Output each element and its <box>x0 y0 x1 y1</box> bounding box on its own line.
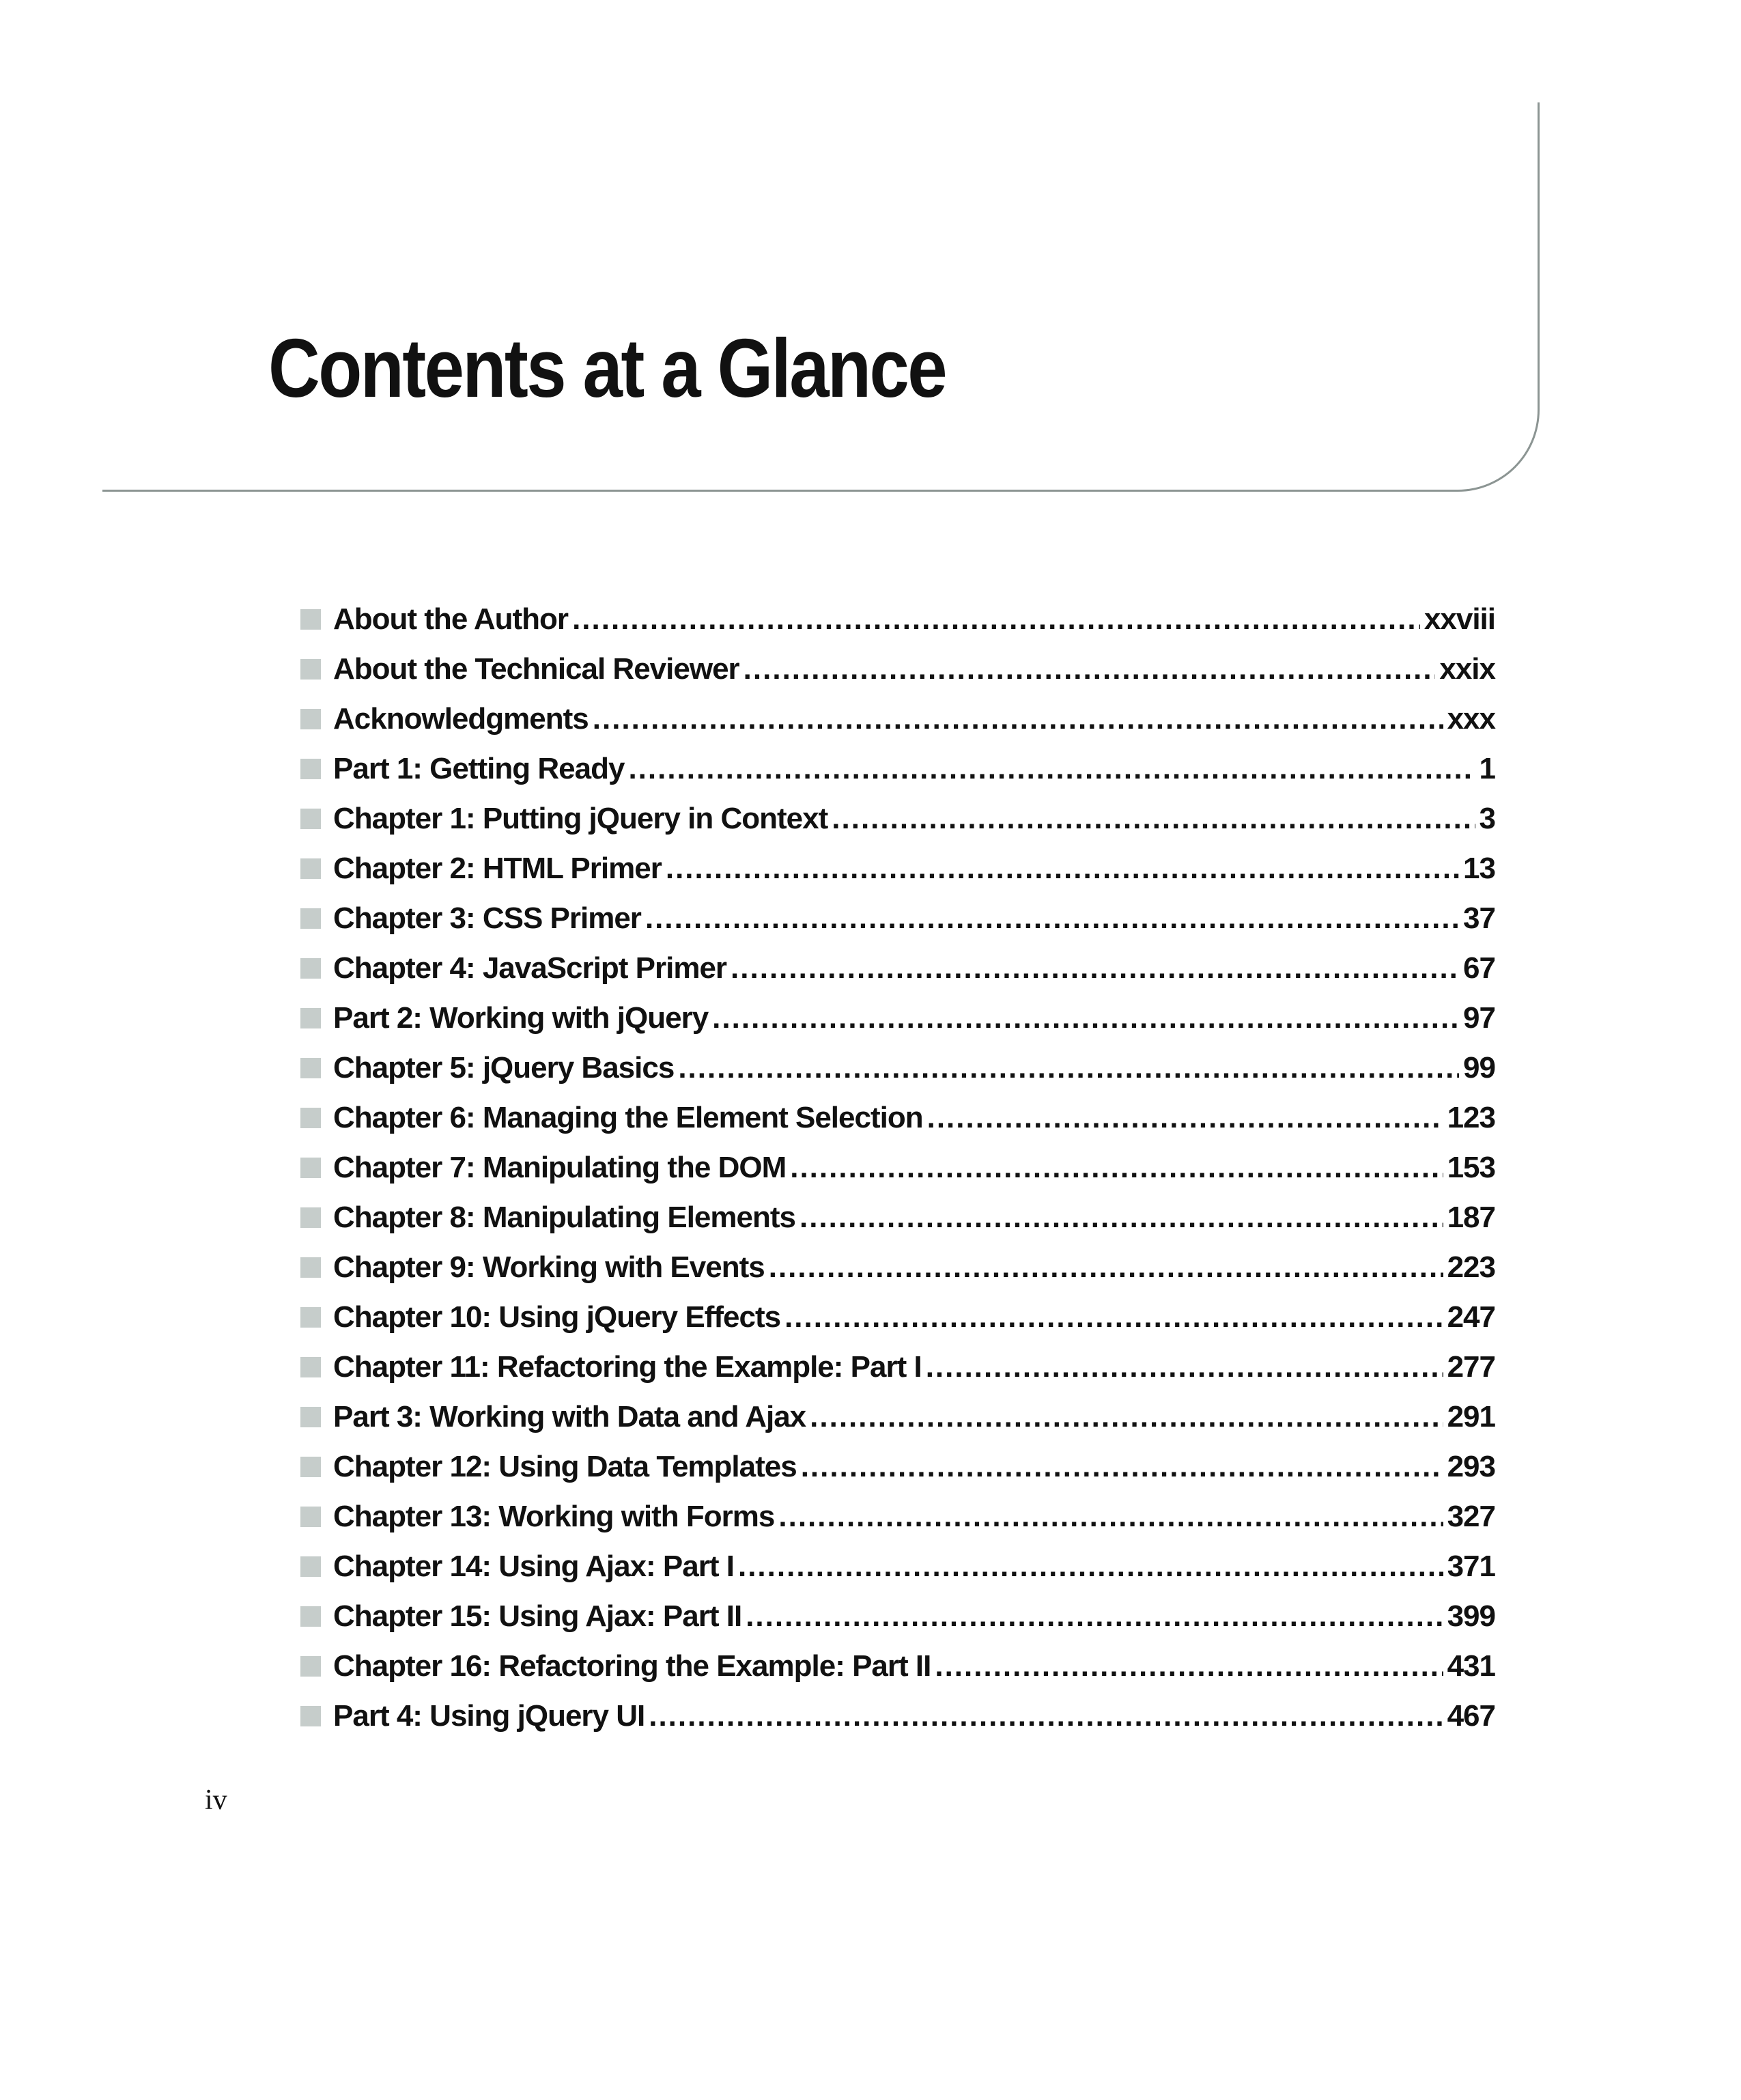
toc-page-number: 327 <box>1447 1500 1495 1533</box>
toc-page-number: 187 <box>1447 1201 1495 1234</box>
dot-leader <box>926 1342 1443 1392</box>
toc-page-number: 13 <box>1463 852 1495 885</box>
toc-entry[interactable] <box>300 893 1495 943</box>
toc-entry-title: Chapter 13: Working with Forms <box>333 1500 775 1533</box>
toc-entry-title: Part 1: Getting Ready <box>333 752 625 785</box>
square-bullet-icon <box>300 1108 321 1128</box>
toc-entry-title: Chapter 1: Putting jQuery in Context <box>333 802 828 835</box>
toc-entry[interactable] <box>300 1541 1495 1591</box>
square-bullet-icon <box>300 1207 321 1228</box>
toc-page-number: 97 <box>1463 1001 1495 1035</box>
square-bullet-icon <box>300 1457 321 1477</box>
toc-entry-title: Chapter 5: jQuery Basics <box>333 1051 675 1084</box>
toc-entry-title: Chapter 6: Managing the Element Selection <box>333 1101 923 1134</box>
toc-entry[interactable] <box>300 1392 1495 1442</box>
header-frame <box>102 102 1540 492</box>
square-bullet-icon <box>300 1058 321 1078</box>
square-bullet-icon <box>300 659 321 680</box>
dot-leader <box>832 794 1475 843</box>
dot-leader <box>628 744 1475 794</box>
toc-entry[interactable] <box>300 843 1495 893</box>
toc-entry[interactable] <box>300 1292 1495 1342</box>
toc-page-number: 37 <box>1463 901 1495 935</box>
dot-leader <box>645 893 1459 943</box>
square-bullet-icon <box>300 858 321 879</box>
toc-entry-title: Chapter 14: Using Ajax: Part I <box>333 1550 734 1583</box>
toc-entry-title: Chapter 16: Refactoring the Example: Part II <box>333 1649 931 1683</box>
square-bullet-icon <box>300 609 321 630</box>
square-bullet-icon <box>300 1556 321 1577</box>
toc-entry-title: Chapter 3: CSS Primer <box>333 901 641 935</box>
dot-leader <box>649 1691 1443 1741</box>
toc-entry-title: Part 3: Working with Data and Ajax <box>333 1400 806 1433</box>
toc-entry[interactable] <box>300 1192 1495 1242</box>
toc-entry[interactable] <box>300 594 1495 644</box>
toc-entry[interactable] <box>300 1492 1495 1541</box>
square-bullet-icon <box>300 1008 321 1028</box>
toc-entry[interactable] <box>300 1143 1495 1192</box>
square-bullet-icon <box>300 1357 321 1377</box>
toc-entry[interactable] <box>300 1641 1495 1691</box>
toc-entry-title: Chapter 10: Using jQuery Effects <box>333 1300 781 1334</box>
dot-leader <box>572 594 1420 644</box>
toc-entry[interactable] <box>300 1342 1495 1392</box>
toc-page-number: 1 <box>1479 752 1495 785</box>
toc-page-number: 223 <box>1447 1250 1495 1284</box>
toc-entry-title: Chapter 4: JavaScript Primer <box>333 951 727 985</box>
toc-page-number: 467 <box>1447 1699 1495 1733</box>
dot-leader <box>666 843 1459 893</box>
dot-leader <box>799 1192 1443 1242</box>
toc-page-number: 431 <box>1447 1649 1495 1683</box>
dot-leader <box>790 1143 1443 1192</box>
dot-leader <box>712 993 1459 1043</box>
square-bullet-icon <box>300 709 321 729</box>
dot-leader <box>935 1641 1443 1691</box>
toc-entry[interactable] <box>300 644 1495 694</box>
toc-entry[interactable] <box>300 744 1495 794</box>
toc-entry-title: Chapter 11: Refactoring the Example: Part I <box>333 1350 922 1384</box>
square-bullet-icon <box>300 1158 321 1178</box>
dot-leader <box>810 1392 1443 1442</box>
dot-leader <box>738 1541 1443 1591</box>
dot-leader <box>927 1093 1443 1143</box>
toc-entry[interactable] <box>300 1442 1495 1492</box>
toc-entry-title: Chapter 12: Using Data Templates <box>333 1450 797 1483</box>
toc-entry[interactable] <box>300 993 1495 1043</box>
toc-entry-title: Chapter 9: Working with Events <box>333 1250 765 1284</box>
dot-leader <box>784 1292 1443 1342</box>
table-of-contents <box>300 594 1495 1741</box>
toc-page-number: 123 <box>1447 1101 1495 1134</box>
page-title: Contents at a Glance <box>268 322 946 415</box>
toc-page-number: xxviii <box>1424 602 1495 636</box>
square-bullet-icon <box>300 1507 321 1527</box>
toc-page-number: 99 <box>1463 1051 1495 1084</box>
dot-leader <box>769 1242 1443 1292</box>
toc-page-number: 371 <box>1447 1550 1495 1583</box>
toc-entry[interactable] <box>300 694 1495 744</box>
toc-entry[interactable] <box>300 1043 1495 1093</box>
dot-leader <box>801 1442 1443 1492</box>
toc-entry[interactable] <box>300 943 1495 993</box>
square-bullet-icon <box>300 958 321 979</box>
toc-page-number: 293 <box>1447 1450 1495 1483</box>
toc-page-number: 277 <box>1447 1350 1495 1384</box>
square-bullet-icon <box>300 1307 321 1328</box>
square-bullet-icon <box>300 908 321 929</box>
toc-page-number: 153 <box>1447 1151 1495 1184</box>
toc-entry-title: Chapter 7: Manipulating the DOM <box>333 1151 787 1184</box>
toc-page-number: 291 <box>1447 1400 1495 1433</box>
dot-leader <box>778 1492 1443 1541</box>
square-bullet-icon <box>300 1706 321 1726</box>
square-bullet-icon <box>300 809 321 829</box>
dot-leader <box>744 644 1436 694</box>
square-bullet-icon <box>300 1656 321 1677</box>
toc-entry-title: About the Author <box>333 602 569 636</box>
folio-page-number: iv <box>205 1784 227 1816</box>
toc-page-number: 247 <box>1447 1300 1495 1334</box>
toc-entry[interactable] <box>300 1242 1495 1292</box>
toc-entry[interactable] <box>300 1591 1495 1641</box>
square-bullet-icon <box>300 1257 321 1278</box>
toc-entry[interactable] <box>300 1093 1495 1143</box>
dot-leader <box>593 694 1443 744</box>
toc-page-number: xxix <box>1439 652 1495 686</box>
dot-leader <box>731 943 1459 993</box>
toc-entry-title: Chapter 8: Manipulating Elements <box>333 1201 795 1234</box>
dot-leader <box>678 1043 1459 1093</box>
toc-page-number: xxx <box>1447 702 1495 736</box>
toc-entry-title: Acknowledgments <box>333 702 589 736</box>
toc-entry-title: Chapter 15: Using Ajax: Part II <box>333 1599 742 1633</box>
toc-entry-title: Chapter 2: HTML Primer <box>333 852 662 885</box>
square-bullet-icon <box>300 1606 321 1627</box>
dot-leader <box>746 1591 1443 1641</box>
toc-page-number: 399 <box>1447 1599 1495 1633</box>
toc-entry-title: Part 4: Using jQuery UI <box>333 1699 645 1733</box>
toc-page-number: 3 <box>1479 802 1495 835</box>
toc-entry-title: Part 2: Working with jQuery <box>333 1001 709 1035</box>
toc-entry[interactable] <box>300 1691 1495 1741</box>
toc-entry-title: About the Technical Reviewer <box>333 652 739 686</box>
toc-entry[interactable] <box>300 794 1495 843</box>
toc-page-number: 67 <box>1463 951 1495 985</box>
square-bullet-icon <box>300 1407 321 1427</box>
square-bullet-icon <box>300 759 321 779</box>
